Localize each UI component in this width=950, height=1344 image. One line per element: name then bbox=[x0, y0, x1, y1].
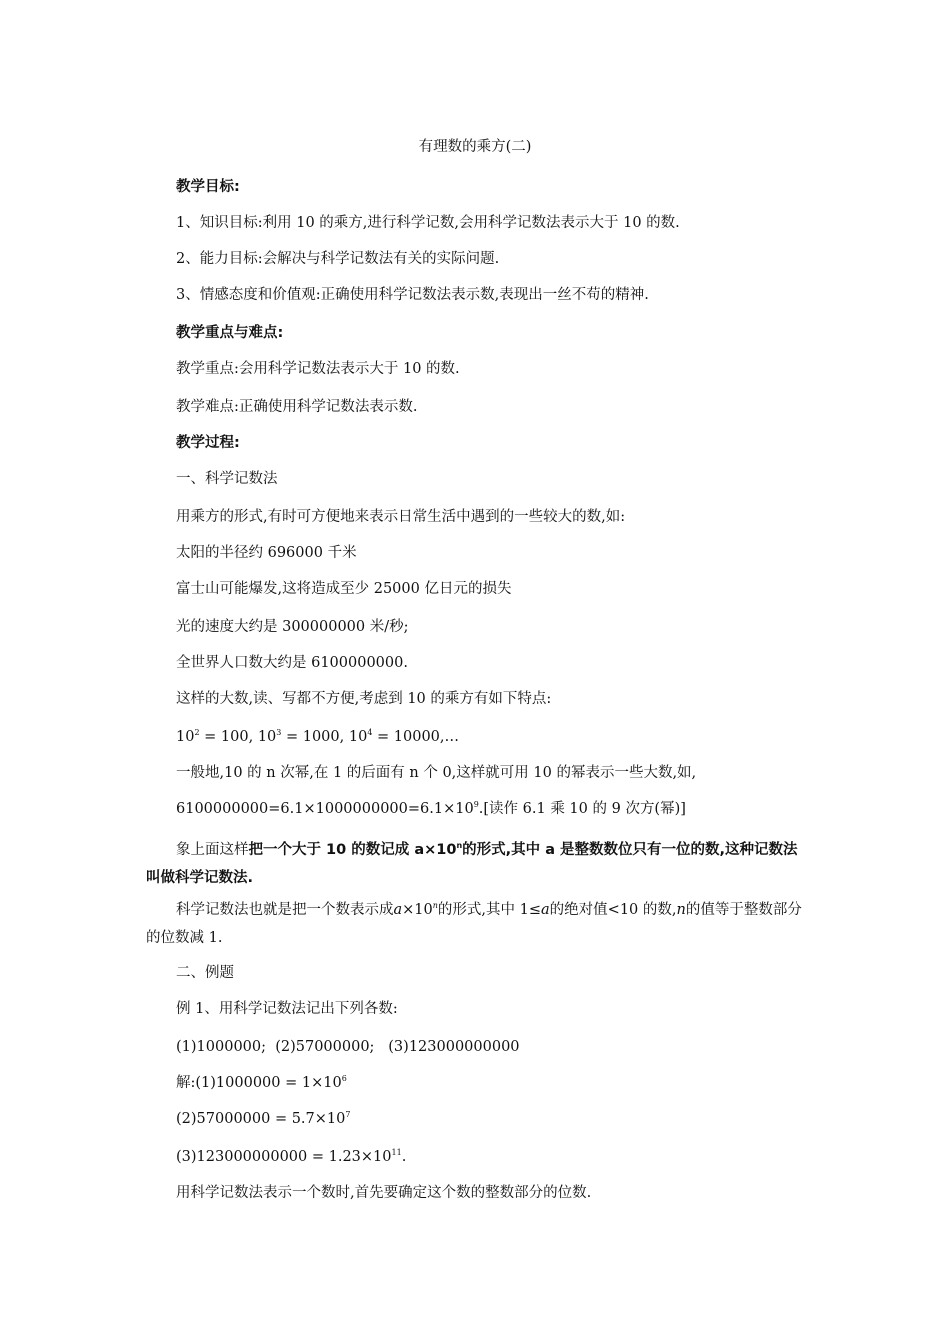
summary-paragraph: 用科学记数法表示一个数时,首先要确定这个数的整数部分的位数. bbox=[176, 1185, 592, 1201]
example-light-speed: 光的速度大约是 300000000 米/秒; bbox=[176, 619, 409, 635]
process-heading: 教学过程: bbox=[176, 435, 240, 451]
goal-item-3: 3、情感态度和价值观:正确使用科学记数法表示数,表现出一丝不苟的精神. bbox=[176, 287, 649, 303]
example-title: 例 1、用科学记数法记出下列各数: bbox=[176, 1001, 398, 1017]
section-heading-2: 二、例题 bbox=[176, 965, 234, 981]
keypoints-heading: 教学重点与难点: bbox=[176, 325, 284, 341]
solution-2: $(2)57000000 = 5.7\times 10^7$ bbox=[176, 1110, 351, 1127]
example-fuji: 富士山可能爆发,这将造成至少 25000 亿日元的损失 bbox=[176, 581, 512, 597]
general-statement: 一般地,10 的 n 次幂,在 1 的后面有 n 个 0,这样就可用 10 的幂表示一些大数,如, bbox=[176, 765, 697, 781]
powers-of-ten: $10^2 = 100$, $10^3 = 1000$, $10^4$ = 10000,… bbox=[176, 728, 460, 745]
explanation-paragraph: 科学记数法也就是把一个数表示成$a\times 10^n$的形式,其中 1≤a的绝对值<10 的数,n的值等于整数部分的位数减 1. bbox=[146, 901, 802, 946]
solution-3: $(3)123000000000 = 1.23\times 10^{11}$. bbox=[176, 1148, 407, 1165]
page-title: 有理数的乘方(二) bbox=[418, 139, 532, 155]
definition-paragraph: 象上面这样把一个大于 10 的数记成 $a\times 10^n$的形式,其中 a 是整数数位只有一位的数,这种记数法叫做科学记数法. bbox=[146, 841, 798, 886]
goal-item-2: 2、能力目标:会解决与科学记数法有关的实际问题. bbox=[176, 251, 500, 267]
goal-item-1: 1、知识目标:利用 10 的乘方,进行科学记数,会用科学记数法表示大于 10 的数. bbox=[176, 215, 680, 231]
goals-heading: 教学目标: bbox=[176, 179, 240, 195]
intro-paragraph: 用乘方的形式,有时可方便地来表示日常生活中遇到的一些较大的数,如: bbox=[176, 509, 626, 525]
example-equation: $6100000000=6.1\times 1000000000=6.1\times 10^9$.[读作 6.1 乘 10 的 9 次方(幂)] bbox=[176, 800, 686, 817]
section-heading-1: 一、科学记数法 bbox=[176, 471, 278, 487]
powers-note: 这样的大数,读、写都不方便,考虑到 10 的乘方有如下特点: bbox=[176, 691, 552, 707]
example-population: 全世界人口数大约是 6100000000. bbox=[176, 655, 408, 671]
solution-1: 解:(1)1000000 = $1\times 10^6$ bbox=[176, 1074, 347, 1091]
key-point: 教学重点:会用科学记数法表示大于 10 的数. bbox=[176, 361, 460, 377]
difficult-point: 教学难点:正确使用科学记数法表示数. bbox=[176, 399, 418, 415]
example-sun-radius: 太阳的半径约 696000 千米 bbox=[176, 545, 357, 561]
example-items: (1)1000000; (2)57000000; (3)123000000000 bbox=[176, 1039, 520, 1055]
